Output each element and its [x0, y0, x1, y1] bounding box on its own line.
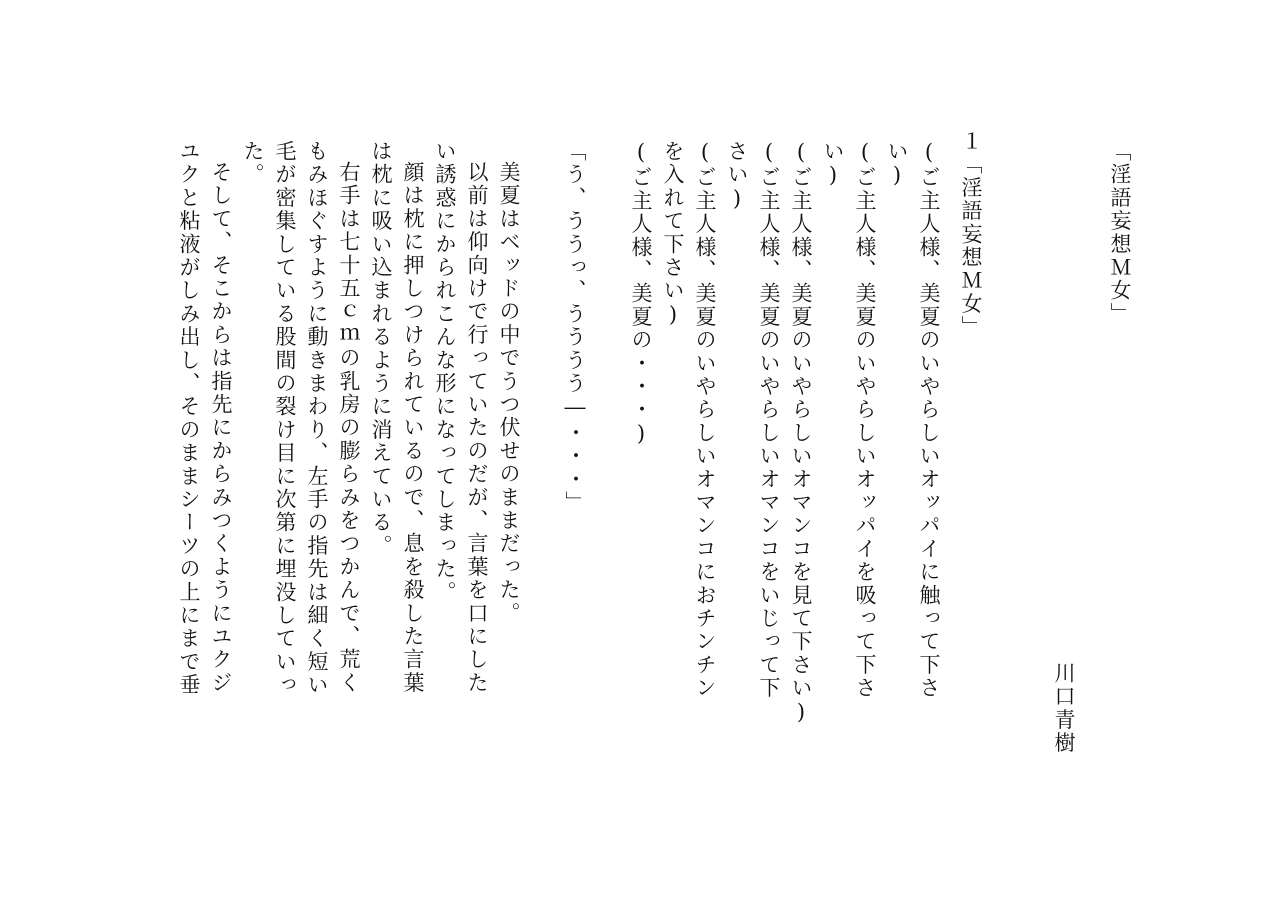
paragraph-line: そして、そこからは指先にからみつくようにユクジ — [209, 161, 233, 695]
text-line: (ご主人様、美夏のいやらしいオマンコをいじって下 — [757, 140, 781, 700]
text-line: さい) — [725, 140, 749, 213]
chapter-heading: １「淫語妄想Ｍ女」 — [959, 130, 983, 339]
text-line: い) — [821, 140, 845, 190]
text-line: い) — [885, 140, 909, 190]
paragraph-line: は枕に吸い込まれるように消えている。 — [369, 140, 393, 558]
author-name: 川口青樹 — [1052, 662, 1076, 755]
text-line: (ご主人様、美夏のいやらしいオッパイを吸って下さ — [853, 140, 877, 700]
text-line: (ご主人様、美夏のいやらしいオマンコにおチンチン — [693, 140, 717, 700]
paragraph-line: 以前は仰向けで行っていたのだが、言葉を口にした — [465, 161, 489, 695]
paragraph-line: 右手は七十五ｃｍの乳房の膨らみをつかんで、荒く — [337, 161, 361, 695]
paragraph-line: 毛が密集している股間の裂け目に次第に埋没していっ — [273, 140, 297, 697]
paragraph-line: もみほぐすように動きまわり、左手の指先は細く短い — [305, 140, 329, 697]
paragraph-line: ユクと粘液がしみ出し、そのままシーツの上にまで垂 — [177, 140, 201, 697]
paragraph-line: い誘惑にかられこんな形になってしまった。 — [433, 140, 457, 604]
paragraph-line: 美夏はベッドの中でうつ伏せのままだった。 — [497, 161, 521, 625]
document-title: 「淫語妄想Ｍ女」 — [1108, 140, 1132, 326]
dialogue-line: 「う、ううっ、うううう―・・・」 — [563, 140, 587, 515]
text-line: (ご主人様、美夏のいやらしいオッパイに触って下さ — [917, 140, 941, 700]
text-line: (ご主人様、美夏のいやらしいオマンコを見て下さい) — [789, 140, 813, 726]
text-line: (ご主人様、美夏の・・・) — [629, 140, 653, 448]
paragraph-line: た。 — [241, 140, 265, 187]
paragraph-line: 顔は枕に押しつけられているので、息を殺した言葉 — [401, 161, 425, 695]
text-line: を入れて下さい) — [661, 140, 685, 329]
